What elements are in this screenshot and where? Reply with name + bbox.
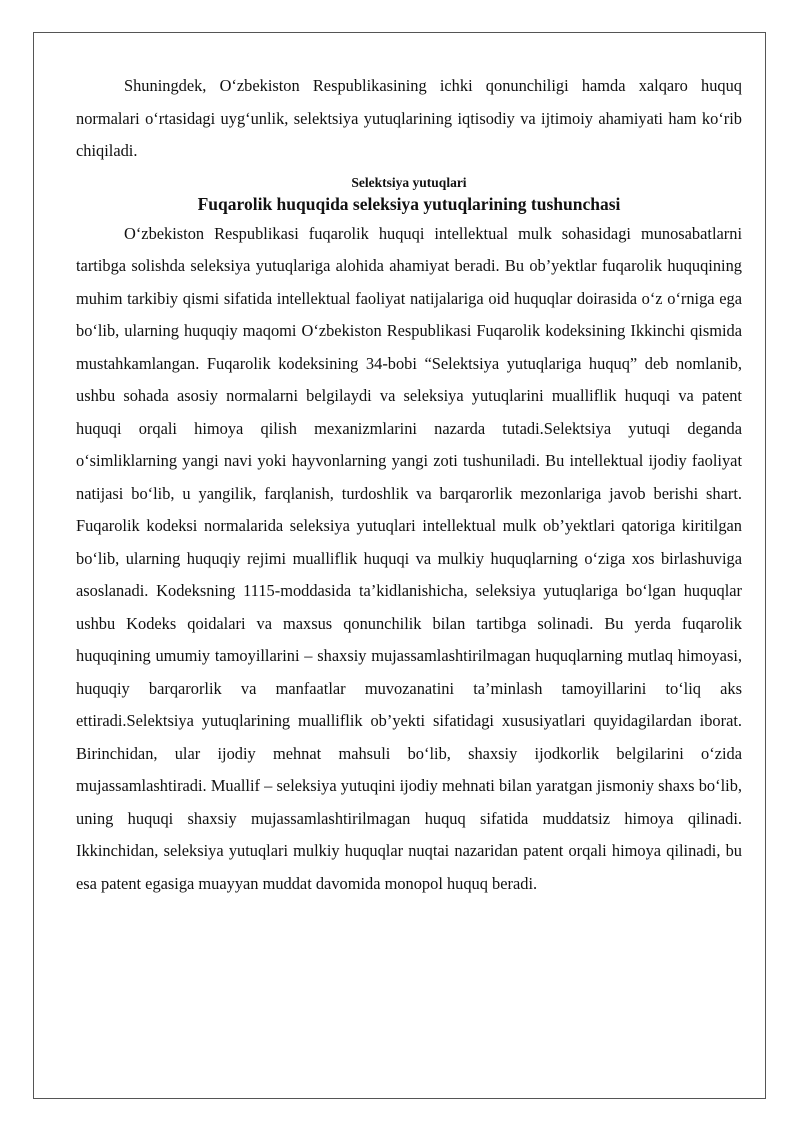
- section-heading: Selektsiya yutuqlari: [351, 174, 467, 190]
- body-paragraph: O‘zbekiston Respublikasi fuqarolik huquqi intellektual mulk sohasidagi munosabatlarni tartibga solishda seleksiya yutuqlariga alohida ahamiyat beradi. Bu ob’yektlar fuqarolik huquqining muhim tarkibiy qismi sifatida intellektual faoliyat natijalariga oid huquqlar doirasida o‘z o‘rniga ega bo‘lib, ularning huquqiy maqomi O‘zbekiston Respublikasi Fuqarolik kodeksining Ikkinchi qismida mustahkamlangan. Fuqarolik kodeksining 34-bobi “Selektsiya yutuqlariga huquq” deb nomlanib, ushbu sohada asosiy normalarni belgilaydi va seleksiya yutuqlarini mualliflik huquqi va patent huquqi orqali himoya qilish mexanizmlarini nazarda tutadi.Selektsiya yutuqi deganda o‘simliklarning yangi navi yoki hayvonlarning yangi zoti tushuniladi. Bu intellektual ijodiy faoliyat natijasi bo‘lib, u yangilik, farqlanish, turdoshlik va barqarorlik mezonlariga javob berishi shart. Fuqarolik kodeksi normalarida seleksiya yutuqlari intellektual mulk ob’yektlari qatoriga kiritilgan bo‘lib, ularning huquqiy rejimi mualliflik huquqi va mulkiy huquqlarning o‘ziga xos birlashuviga asoslanadi. Kodeksning 1115-moddasida ta’kidlanishicha, seleksiya yutuqlariga bo‘lgan huquqlar ushbu Kodeks qoidalari va maxsus qonunchilik bilan tartibga solinadi. Bu yerda fuqarolik huquqining umumiy tamoyillarini – shaxsiy mujassamlashtirilmagan huquqlarning mutlaq himoyasi, huquqiy barqarorlik va manfaatlar muvozanatini ta’minlash tamoyillarini to‘liq aks ettiradi.Selektsiya yutuqlarining mualliflik ob’yekti sifatidagi xususiyatlari quyidagilardan iborat. Birinchidan, ular ijodiy mehnat mahsuli bo‘lib, shaxsiy ijodkorlik belgilarini o‘zida mujassamlashtiradi. Muallif – seleksiya yutuqini ijodiy mehnati bilan yaratgan jismoniy shaxs bo‘lib, uning huquqi shaxsiy mujassamlashtirilmagan huquq sifatida muddatsiz himoya qilinadi. Ikkinchidan, seleksiya yutuqlari mulkiy huquqlar nuqtai nazaridan patent orqali himoya qilinadi, bu esa patent egasiga muayyan muddat davomida monopol huquq beradi.: [76, 223, 742, 893]
- subsection-heading: Fuqarolik huquqida seleksiya yutuqlarining tushunchasi: [197, 193, 621, 214]
- page-content: [76, 70, 742, 900]
- intro-paragraph: Shuningdek, O‘zbekiston Respublikasining ichki qonunchiligi hamda xalqaro huquq normalari o‘rtasidagi uyg‘unlik, selektsiya yutuqlarining iqtisodiy va ijtimoiy ahamiyati ham ko‘rib chiqiladi.: [76, 76, 742, 160]
